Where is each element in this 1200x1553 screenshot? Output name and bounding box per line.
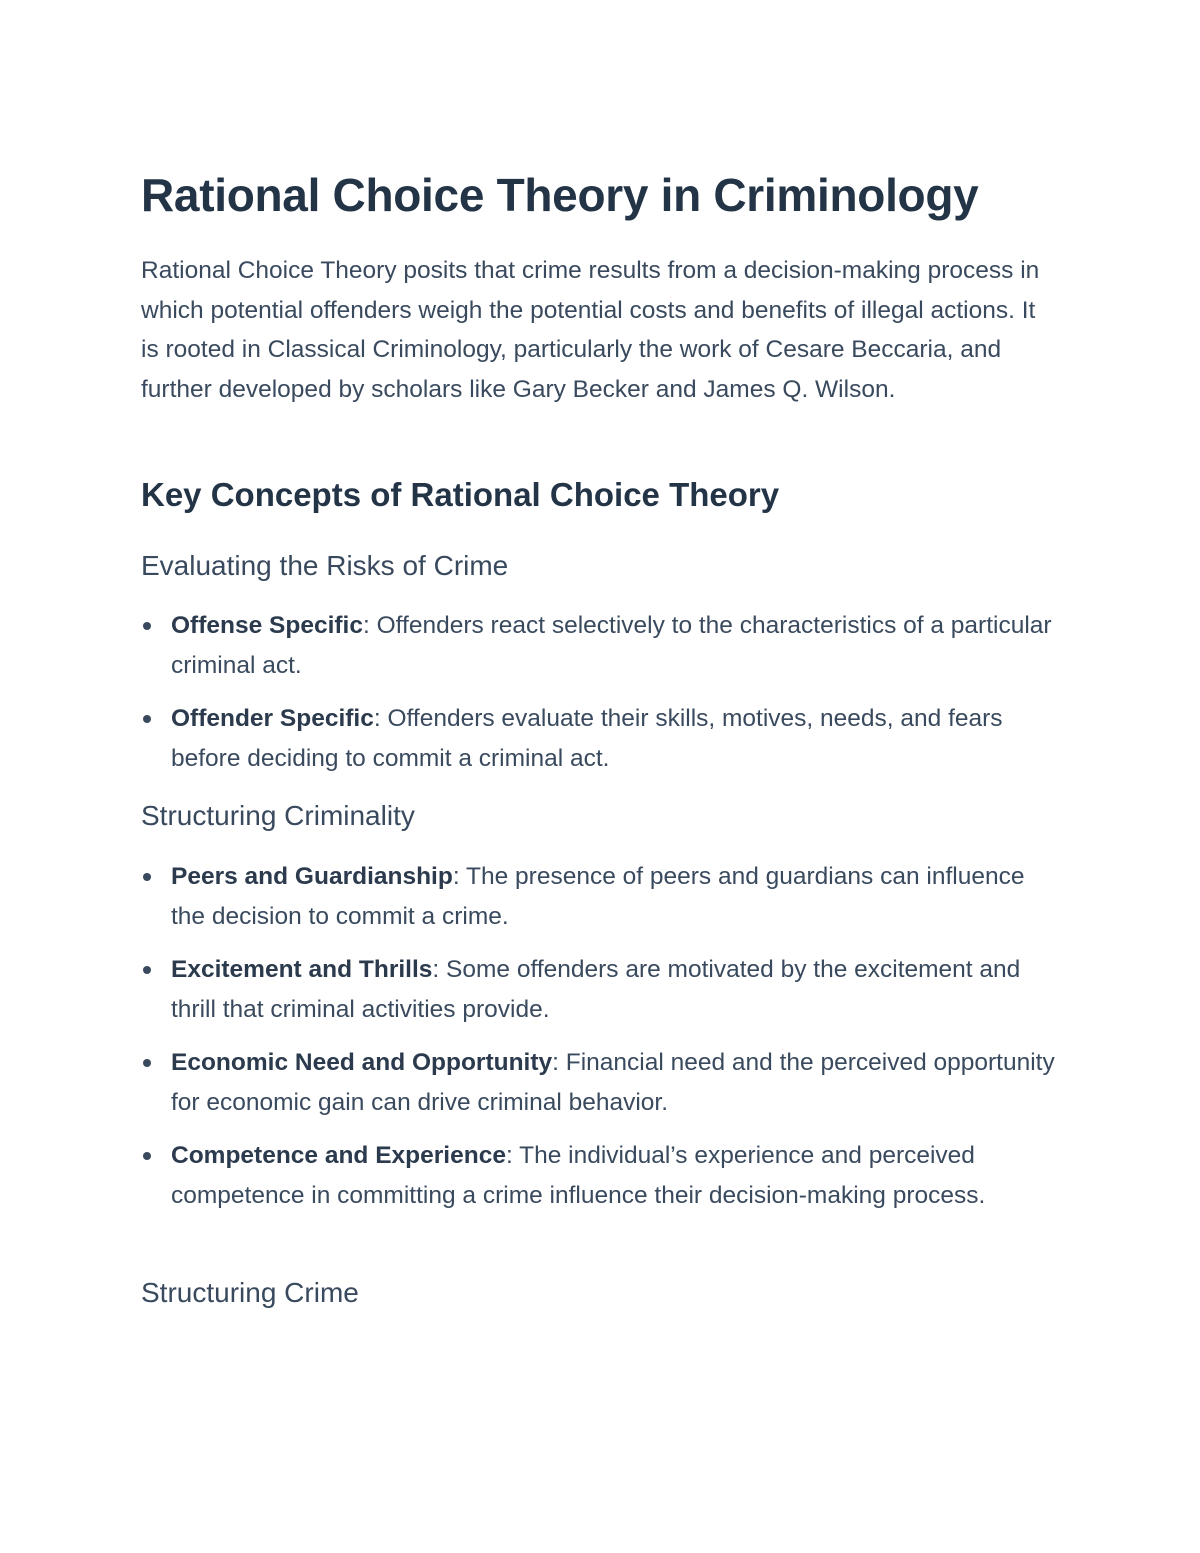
list-item-term: Excitement and Thrills bbox=[171, 956, 433, 983]
bullet-icon bbox=[143, 1152, 151, 1160]
list-item-text: : The presence of peers and guardians can influence the decision to commit a crime. bbox=[171, 863, 1025, 930]
list-item bbox=[141, 1043, 1056, 1122]
subsection-heading-structuring-crime: Structuring Crime bbox=[141, 1277, 359, 1308]
list-item-text: : The individual’s experience and perceived competence in committing a crime influence their decision-making process. bbox=[171, 1142, 986, 1209]
list-item bbox=[141, 606, 1056, 685]
bullet-icon bbox=[143, 715, 151, 723]
list-item bbox=[141, 1136, 1056, 1215]
bullet-icon bbox=[143, 873, 151, 881]
intro-paragraph: Rational Choice Theory posits that crime results from a decision-making process in which potential offenders weigh the potential costs and benefits of illegal actions. It is rooted in Classical Criminology, particularly the work of Cesare Beccaria, and further developed by scholars like Gary Becker and James Q. Wilson. bbox=[141, 257, 1040, 403]
list-item bbox=[141, 950, 1056, 1029]
list-item-text: : Offenders react selectively to the characteristics of a particular criminal act. bbox=[171, 612, 1052, 679]
list-item-term: Offender Specific bbox=[171, 705, 374, 732]
list-item-term: Economic Need and Opportunity bbox=[171, 1049, 553, 1076]
list-item-term: Offense Specific bbox=[171, 612, 363, 639]
criminality-list bbox=[141, 857, 1056, 1229]
list-item-text: : Some offenders are motivated by the excitement and thrill that criminal activities provide. bbox=[171, 956, 1021, 1023]
bullet-icon bbox=[143, 966, 151, 974]
page-title: Rational Choice Theory in Criminology bbox=[141, 169, 979, 221]
risks-list bbox=[141, 606, 1056, 792]
subsection-heading-criminality: Structuring Criminality bbox=[141, 800, 415, 831]
bullet-icon bbox=[143, 1059, 151, 1067]
list-item-text: : Offenders evaluate their skills, motives, needs, and fears before deciding to commit a criminal act. bbox=[171, 705, 1003, 772]
list-item-term: Competence and Experience bbox=[171, 1142, 506, 1169]
list-item-text: : Financial need and the perceived opportunity for economic gain can drive criminal behavior. bbox=[171, 1049, 1055, 1116]
list-item-term: Peers and Guardianship bbox=[171, 863, 453, 890]
section-heading: Key Concepts of Rational Choice Theory bbox=[141, 476, 780, 513]
list-item bbox=[141, 699, 1056, 778]
bullet-icon bbox=[143, 622, 151, 630]
subsection-heading-risks: Evaluating the Risks of Crime bbox=[141, 550, 509, 581]
list-item bbox=[141, 857, 1056, 936]
